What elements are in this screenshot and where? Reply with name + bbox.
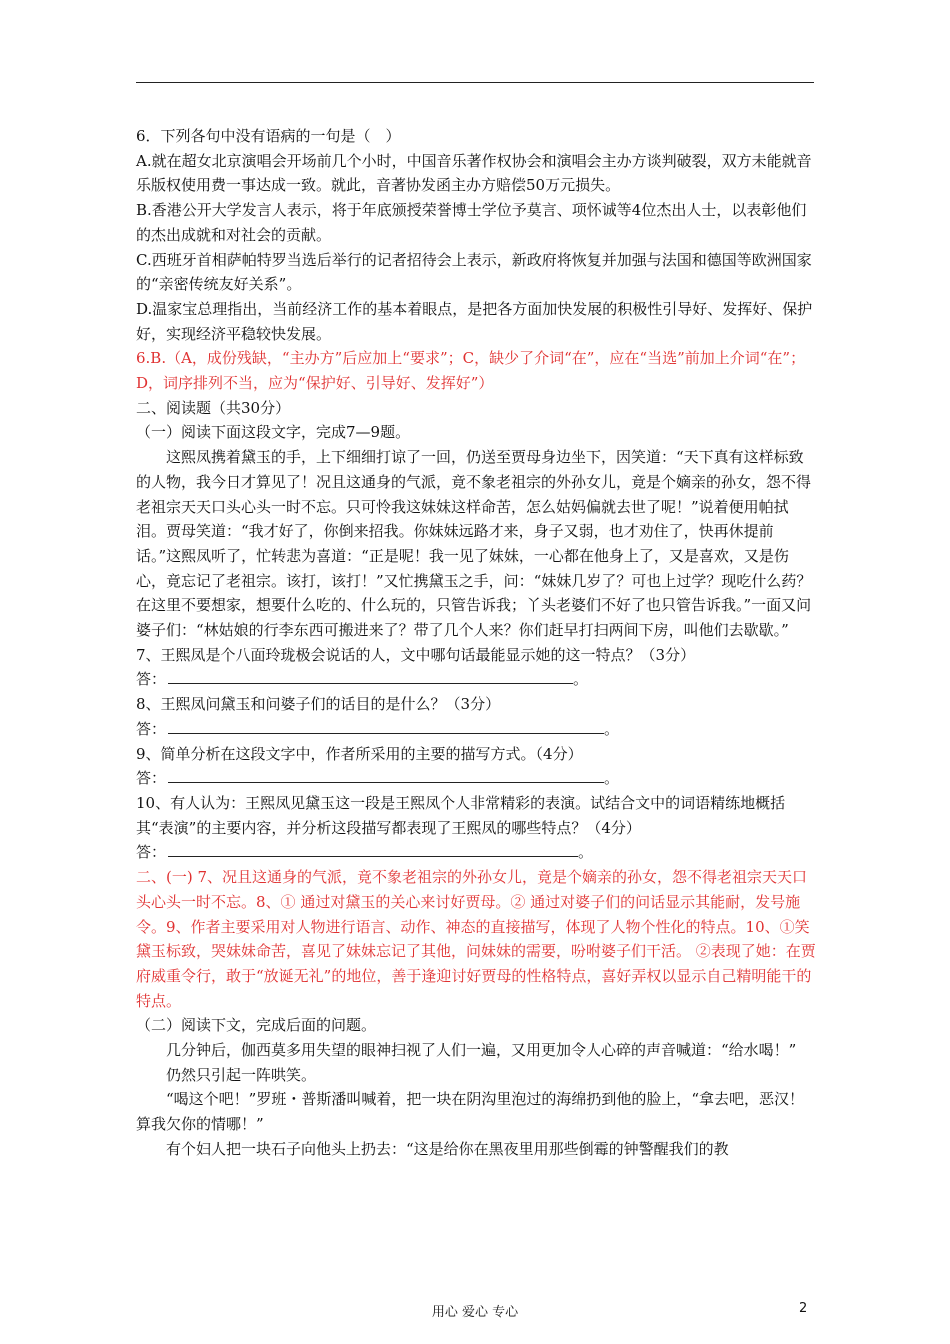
- answer-blank: [168, 718, 604, 734]
- passage-1: 这熙凤携着黛玉的手，上下细细打谅了一回，仍送至贾母身边坐下，因笑道：“天下真有这样标致的人物，我今日才算见了！况且这通身的气派，竟不象老祖宗的外孙女儿，竟是个嫡亲的孙女，怨不得老祖宗天天口头心头一时不忘。只可怜我这妹妹这样命苦，怎么姑妈偏就去世了呢！”说着便用帕拭泪。贾母笑道：“我才好了，你倒来招我。你妹妹远路才来，身子又弱，也才劝住了，快再休提前话。”这熙凤听了，忙转悲为喜道：“正是呢！我一见了妹妹，一心都在他身上了，又是喜欢，又是伤心，竟忘记了老祖宗。该打，该打！”又忙携黛玉之手，问：“妹妹几岁了？可也上过学？现吃什么药？在这里不要想家，想要什么吃的、什么玩的，只管告诉我；丫头老婆们不好了也只管告诉我。”一面又问婆子们：“林姑娘的行李东西可搬进来了？带了几个人来？你们赶早打扫两间下房，叫他们去歇歇。”: [136, 448, 812, 640]
- answer-label: 答：: [136, 769, 167, 788]
- answer-line-10: [136, 840, 816, 865]
- q6-option-b: B.香港公开大学发言人表示，将于年底颁授荣誉博士学位予莫言、项怀诚等4位杰出人士，以表彰他们的杰出成就和对社会的贡献。: [136, 201, 807, 244]
- answer-blank: [168, 767, 604, 783]
- passage-2-paragraph-2: 仍然只引起一阵哄笑。: [166, 1065, 317, 1084]
- section2-answers: 二、(一) 7、况且这通身的气派，竟不象老祖宗的外孙女儿，竟是个嫡亲的孙女，怨不得老祖宗天天口头心头一时不忘。8、① 通过对黛玉的关心来讨好贾母。② 通过对婆子们的问话显示其能耐，发号施令。9、作者主要采用对人物进行语言、动作、神态的直接描写，体现了人物个性化的特点。10、①笑黛玉标致，哭妹妹命苦，喜见了妹妹忘记了其他，问妹妹的需要，吩咐婆子们干活。 ②表现了她：在贾府威重令行，敢于“放诞无礼”的地位，善于逢迎讨好贾母的性格特点，喜好弄权以显示自己精明能干的特点。: [136, 868, 816, 1010]
- answer-label: 答：: [136, 670, 167, 689]
- part2-title: （二）阅读下文，完成后面的问题。: [136, 1016, 377, 1035]
- question-8: 8、王熙凤问黛玉和问婆子们的话目的是什么？（3分）: [136, 695, 501, 714]
- answer-line-9: [136, 766, 816, 791]
- passage-2-paragraph-3: “喝这个吧！”罗班・普斯潘叫喊着，把一块在阴沟里泡过的海绵扔到他的脸上，“拿去吧，恶汉！算我欠你的情哪！”: [136, 1090, 805, 1134]
- question-7: 7、王熙凤是个八面玲珑极会说话的人，文中哪句话最能显示她的这一特点？（3分）: [136, 645, 696, 664]
- q6-option-a: A.就在超女北京演唱会开场前几个小时，中国音乐著作权协会和演唱会主办方谈判破裂，双方未能就音乐版权使用费一事达成一致。就此，音著协发函主办方赔偿50万元损失。: [136, 151, 812, 195]
- answer-label: 答：: [136, 843, 167, 862]
- page-number: 2: [799, 1301, 808, 1316]
- answer-label: 答：: [136, 719, 167, 738]
- answer-end: 。: [573, 670, 589, 689]
- q6-option-c: C.西班牙首相萨帕特罗当选后举行的记者招待会上表示，新政府将恢复并加强与法国和德国等欧洲国家的“亲密传统友好关系”。: [136, 250, 812, 294]
- section2-title: 二、阅读题（共30分）: [136, 398, 291, 417]
- answer-line-8: [136, 717, 816, 742]
- answer-line-7: [136, 667, 816, 692]
- answer-end: 。: [604, 719, 620, 738]
- answer-blank: [168, 841, 578, 857]
- q6-answer: 6.B.（A，成份残缺，“主办方”后应加上“要求”；C，缺少了介词“在”，应在“当选”前加上介词“在”；D，词序排列不当，应为“保护好、引导好、发挥好”）: [136, 349, 806, 393]
- document-body: [136, 124, 816, 1162]
- answer-blank: [168, 668, 573, 684]
- passage-2-paragraph-1: 几分钟后，伽西莫多用失望的眼神扫视了人们一遍，又用更加令人心碎的声音喊道：“给水喝！”: [166, 1041, 797, 1060]
- part1-title: （一）阅读下面这段文字，完成7—9题。: [136, 423, 411, 442]
- header-rule: [136, 82, 814, 83]
- answer-end: 。: [604, 769, 620, 788]
- q6-option-d: D.温家宝总理指出，当前经济工作的基本着眼点，是把各方面加快发展的积极性引导好、发挥好、保护好，实现经济平稳较快发展。: [136, 299, 813, 343]
- question-9: 9、简单分析在这段文字中，作者所采用的主要的描写方式。（4分）: [136, 744, 583, 763]
- answer-end: 。: [578, 843, 594, 862]
- q6-stem: 6．下列各句中没有语病的一句是（ ）: [136, 127, 401, 145]
- page-footer: 用心 爱心 专心: [431, 1305, 519, 1320]
- passage-2-paragraph-4: 有个妇人把一块石子向他头上扔去：“这是给你在黑夜里用那些倒霉的钟警醒我们的教: [166, 1139, 729, 1158]
- question-10: 10、有人认为：王熙凤见黛玉这一段是王熙凤个人非常精彩的表演。试结合文中的词语精练地概括其“表演”的主要内容，并分析这段描写都表现了王熙凤的哪些特点？（4分）: [136, 793, 786, 837]
